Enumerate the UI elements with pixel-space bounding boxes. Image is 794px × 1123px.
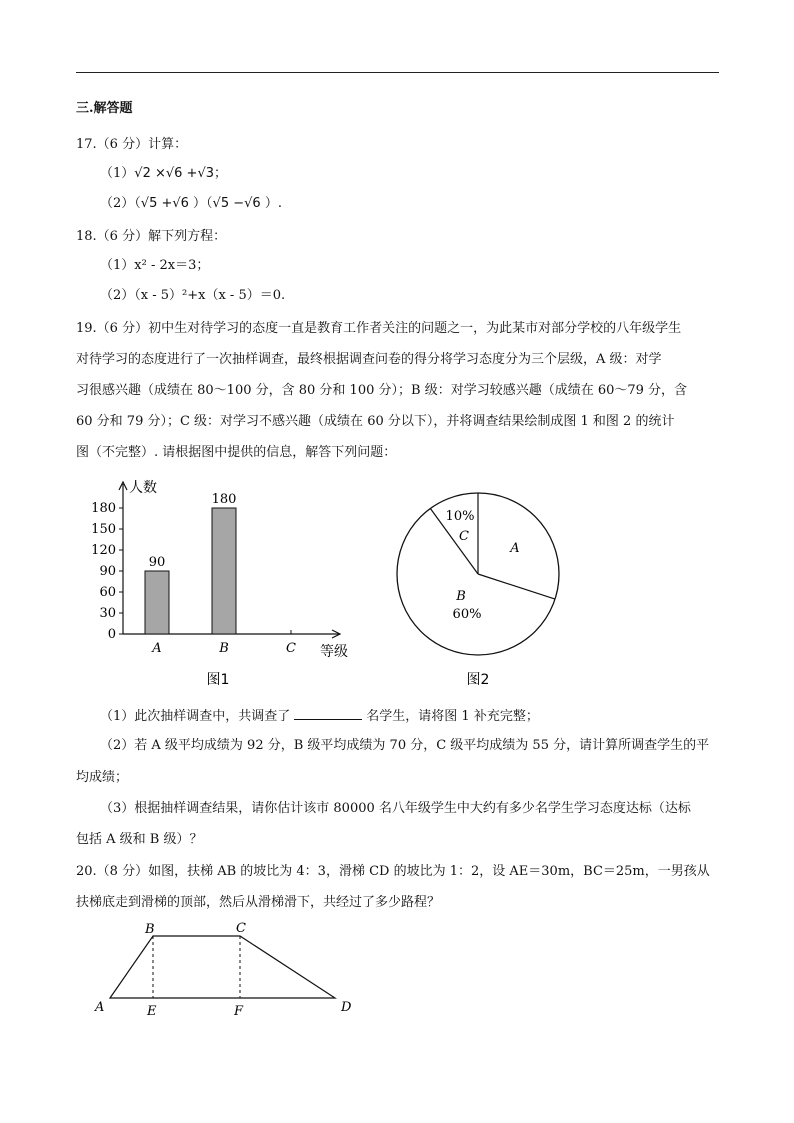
x-axis-label: 等级 xyxy=(320,644,348,660)
y-tick-label: 30 xyxy=(99,606,116,621)
header-rule xyxy=(76,72,719,73)
x-tick-label: B xyxy=(219,641,229,656)
pie-percent-c: 10% xyxy=(445,509,475,524)
q20-line1: 20.（8 分）如图，扶梯 AB 的坡比为 4：3，滑梯 CD 的坡比为 1：2，设 AE＝30m，BC＝25m，一男孩从 xyxy=(76,864,710,879)
q19-sub1-text-b: 名学生，请将图 1 补充完整； xyxy=(366,709,539,724)
chart-caption-figure1: 图1 xyxy=(206,672,230,688)
y-tick-label: 180 xyxy=(91,501,116,516)
pie-label-c: C xyxy=(459,529,469,544)
answer-blank[interactable] xyxy=(294,707,362,720)
x-tick-label: A xyxy=(152,641,162,656)
q19-line2: 对待学习的态度进行了一次抽样调查，最终根据调查问卷的得分将学习态度分为三个层级，A 级：对学 xyxy=(76,352,662,367)
q17-part1-prefix: （1） xyxy=(100,166,135,181)
pie-percent-b: 60% xyxy=(452,607,482,622)
q19-line3: 习很感兴趣（成绩在 80～100 分，含 80 分和 100 分）；B 级：对学习较感兴趣（成绩在 60～79 分，含 xyxy=(76,383,688,398)
q19-sub1 xyxy=(100,707,539,725)
y-tick-label: 0 xyxy=(107,627,116,642)
q19-sub3-a: （3）根据抽样调查结果，请你估计该市 80000 名八年级学生中大约有多少名学生学习态度达标（达标 xyxy=(100,801,691,816)
pie-label-b: B xyxy=(456,589,466,604)
label-b: B xyxy=(145,922,155,937)
q19-sub1-text-a: （1）此次抽样调查中，共调查了 xyxy=(100,709,291,724)
q18-part1: （1）x² - 2x＝3； xyxy=(100,258,210,273)
y-tick-label: 120 xyxy=(91,543,116,558)
label-e: E xyxy=(147,1004,157,1018)
y-tick-label: 90 xyxy=(99,564,116,579)
q17-part1-expr: √2 ×√6 +√3； xyxy=(134,166,227,181)
q19-sub2-a: （2）若 A 级平均成绩为 92 分，B 级平均成绩为 70 分，C 级平均成绩为 55 分，请计算所调查学生的平 xyxy=(100,738,710,753)
bar xyxy=(145,571,169,634)
q18-part2: （2）（x - 5）²+x（x - 5）＝0. xyxy=(100,288,286,303)
bar-chart-figure1 xyxy=(90,476,370,696)
q18-head: 18.（6 分）解下列方程： xyxy=(76,229,227,244)
q17-head: 17.（6 分）计算： xyxy=(76,137,188,152)
x-tick-label: C xyxy=(286,641,296,656)
label-d: D xyxy=(341,1000,352,1015)
y-tick-label: 150 xyxy=(91,522,116,537)
q17-part1 xyxy=(100,166,227,182)
q17-part2-expr: （√5 +√6 ）（√5 −√6 ）. xyxy=(134,196,282,211)
bar-data-label: 90 xyxy=(148,555,166,570)
y-tick-label: 60 xyxy=(99,585,116,600)
pie-label-a: A xyxy=(510,541,520,556)
trapezoid-outline xyxy=(110,936,335,998)
label-c: C xyxy=(236,921,246,936)
trapezoid-figure xyxy=(90,918,360,1018)
q19-line1: 19.（6 分）初中生对待学习的态度一直是教育工作者关注的问题之一，为此某市对部分学校的八年级学生 xyxy=(76,321,682,336)
q19-sub3-b: 包括 A 级和 B 级）？ xyxy=(76,832,203,847)
chart-caption-figure2: 图2 xyxy=(466,672,490,688)
y-axis-label: 人数 xyxy=(129,480,157,496)
section-title: 三.解答题 xyxy=(76,101,133,116)
q19-line5: 图（不完整）. 请根据图中提供的信息，解答下列问题： xyxy=(76,445,397,460)
label-f: F xyxy=(234,1004,244,1018)
bar xyxy=(212,508,236,634)
label-a: A xyxy=(95,1000,105,1015)
q17-part2 xyxy=(100,196,282,212)
pie-chart-figure2 xyxy=(390,484,570,694)
q19-line4: 60 分和 79 分）；C 级：对学习不感兴趣（成绩在 60 分以下），并将调查结果绘制成图 1 和图 2 的统计 xyxy=(76,414,675,429)
q17-part2-prefix: （2） xyxy=(100,196,135,211)
bar-data-label: 180 xyxy=(211,492,237,507)
q20-line2: 扶梯底走到滑梯的顶部，然后从滑梯滑下，共经过了多少路程？ xyxy=(76,895,441,910)
q19-sub2-b: 均成绩； xyxy=(76,770,129,785)
